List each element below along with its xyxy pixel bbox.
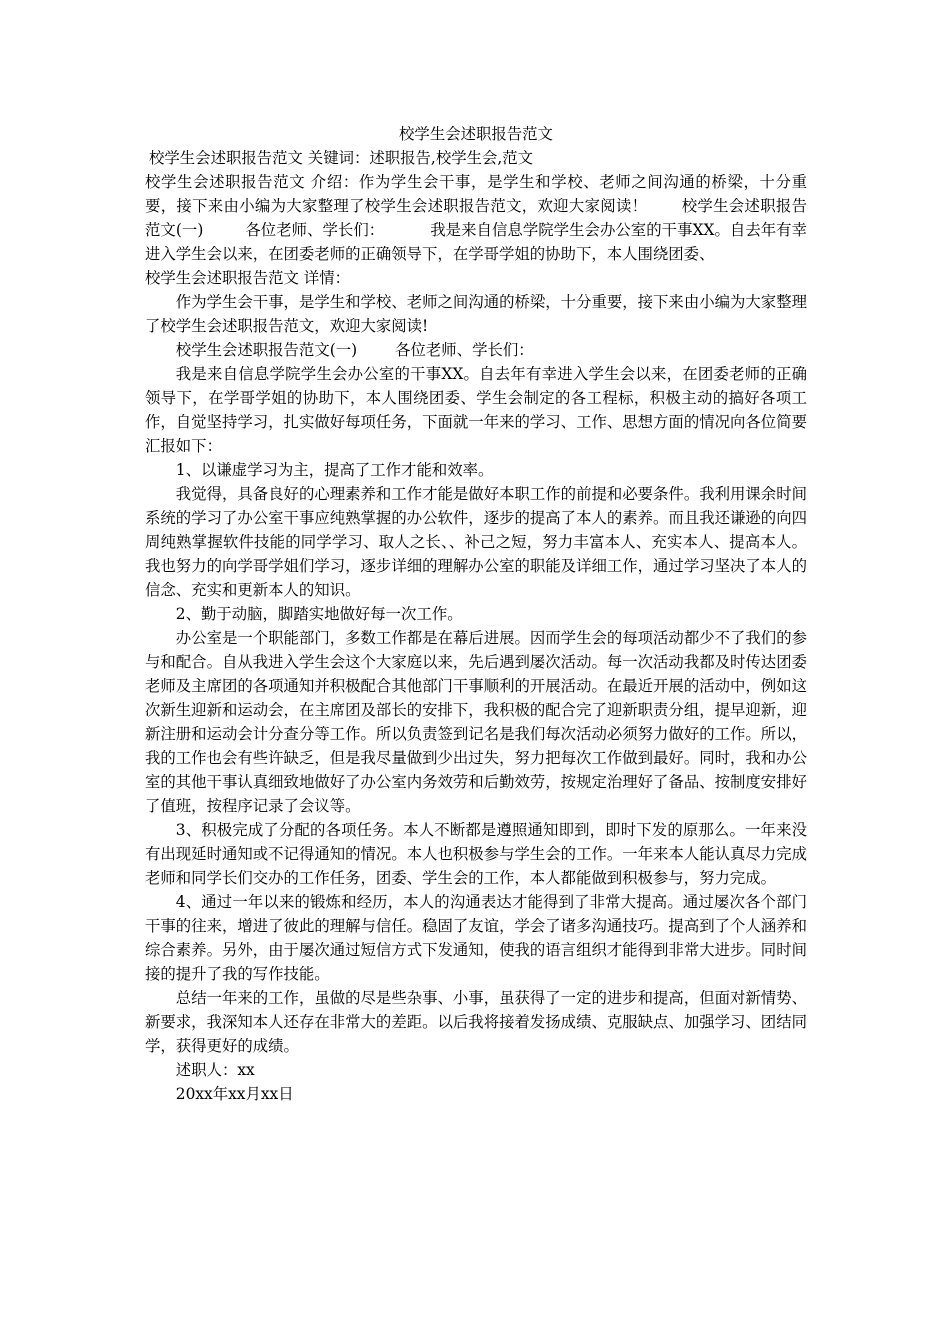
section-heading-1: 1、以谦虚学习为主，提高了工作才能和效率。 <box>175 461 494 479</box>
keywords-line: 校学生会述职报告范文 关键词：述职报告,校学生会,范文 <box>149 149 534 167</box>
intro-salutation: 各位老师、学长们： <box>245 221 385 239</box>
section-heading-2: 2、勤于动脑，脚踏实地做好每一次工作。 <box>175 605 463 623</box>
signer-line: 述职人：xx <box>175 1061 255 1079</box>
body-paragraph-8: 3、积极完成了分配的各项任务。本人不断都是遵照通知即到，即时下发的原那么。一年来没有出现延时通知或不记得通知的情况。本人也积极参与学生会的工作。一年来本人能认真尽力完成老师和同学长们交办的工作任务，团委、学生会的工作，本人都能做到积极参与，努力完成。 <box>145 821 807 887</box>
intro-text: 校学生会述职报告范文 介绍：作为学生会干事，是学生和学校、老师之间沟通的桥梁，十分重要，接下来由小编为大家整理了校学生会述职报告范文，欢迎大家阅读！ <box>145 173 807 215</box>
details-heading: 校学生会述职报告范文 详情： <box>145 269 350 287</box>
body-paragraph-1: 作为学生会干事，是学生和学校、老师之间沟通的桥梁，十分重要，接下来由小编为大家整理了校学生会述职报告范文，欢迎大家阅读! <box>145 293 807 335</box>
intro-body: 我是来自信息学院学生会办公室的干事XX。自去年有幸进入学生会以来，在团委老师的正确领导下，在学哥学姐的协助下，本人围绕团委、 <box>145 221 807 263</box>
intro-paragraph <box>145 170 807 266</box>
body-paragraph-10: 总结一年来的工作，虽做的尽是些杂事、小事，虽获得了一定的进步和提高，但面对新情势、新要求，我深知本人还存在非常大的差距。以后我将接着发扬成绩、克服缺点、加强学习、团结同学，获得更好的成绩。 <box>145 989 807 1055</box>
body-heading: 校学生会述职报告范文(一) <box>175 341 358 359</box>
body-paragraph-9: 4、通过一年以来的锻炼和经历，本人的沟通表达才能得到了非常大提高。通过屡次各个部门干事的往来，增进了彼此的理解与信任。稳固了友谊，学会了诸多沟通技巧。提高到了个人涵养和综合素养。另外，由于屡次通过短信方式下发通知，使我的语言组织才能得到非常大进步。同时间接的提升了我的写作技能。 <box>145 893 807 983</box>
document-title: 校学生会述职报告范文 <box>399 125 553 143</box>
body-paragraph-7: 办公室是一个职能部门，多数工作都是在幕后进展。因而学生会的每项活动都少不了我们的参与和配合。自从我进入学生会这个大家庭以来，先后遇到屡次活动。每一次活动我都及时传达团委老师及主席团的各项通知并积极配合其他部门干事顺利的开展活动。在最近开展的活动中，例如这次新生迎新和运动会，在主席团及部长的安排下，我积极的配合完了迎新职责分组，提早迎新，迎新注册和运动会计分查分等工作。所以负责签到记名是我们每次活动必须努力做好的工作。所以，我的工作也会有些许缺乏，但是我尽量做到少出过失，努力把每次工作做到最好。同时，我和办公室的其他干事认真细致地做好了办公室内务效劳和后勤效劳，按规定治理好了备品、按制度安排好了值班，按程序记录了会议等。 <box>145 629 807 815</box>
body-paragraph-5: 我觉得，具备良好的心理素养和工作才能是做好本职工作的前提和必要条件。我利用课余时间系统的学习了办公室干事应纯熟掌握的办公软件，逐步的提高了本人的素养。而且我还谦逊的向四周纯熟掌握软件技能的同学学习、取人之长、、补己之短，努力丰富本人、充实本人、提高本人。我也努力的向学哥学姐们学习，逐步详细的理解办公室的职能及详细工作，通过学习坚决了本人的信念、充实和更新本人的知识。 <box>145 485 807 599</box>
body-salutation: 各位老师、学长们： <box>395 341 534 359</box>
document-page <box>145 122 807 1106</box>
body-paragraph-2 <box>145 338 807 362</box>
date-line: 20xx年xx月xx日 <box>175 1085 294 1103</box>
body-paragraph-3: 我是来自信息学院学生会办公室的干事XX。自去年有幸进入学生会以来，在团委老师的正确领导下，在学哥学姐的协助下，本人围绕团委、学生会制定的各工程标，积极主动的搞好各项工作，自觉坚持学习，扎实做好每项任务，下面就一年来的学习、工作、思想方面的情况向各位简要汇报如下： <box>145 365 807 455</box>
intro-heading: 校学生会述职报告范文(一) <box>145 197 807 239</box>
